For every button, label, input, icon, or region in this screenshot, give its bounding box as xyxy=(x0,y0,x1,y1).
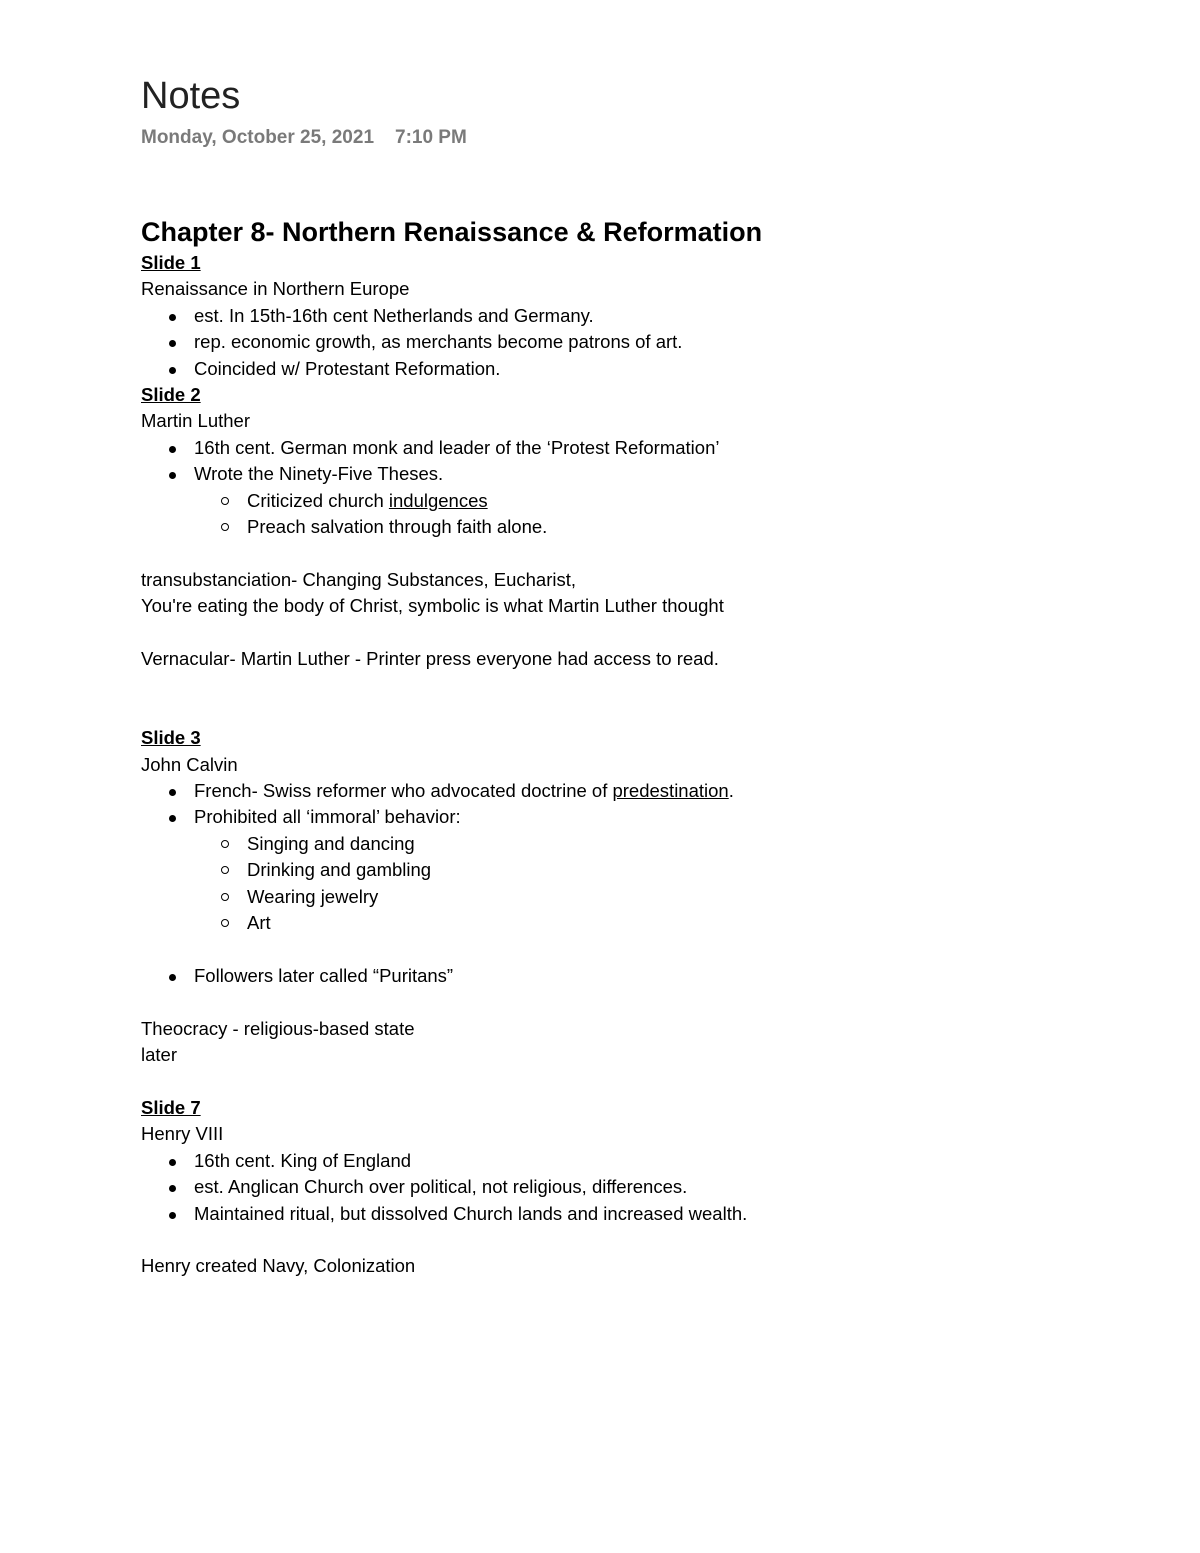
list-item-text: Criticized church xyxy=(247,489,389,511)
sub-list-item xyxy=(141,488,1141,514)
underlined-term: indulgences xyxy=(388,489,488,511)
sub-list-item xyxy=(141,514,1141,540)
list-item-text: Followers later called “Puritans” xyxy=(194,964,454,986)
list-item-text: 16th cent. King of England xyxy=(194,1149,412,1171)
sub-list-item xyxy=(141,831,1141,857)
slide-7-bullets xyxy=(141,1148,1141,1227)
bullet-icon xyxy=(169,446,176,453)
list-item-text: French- Swiss reformer who advocated doctrine of xyxy=(194,780,613,802)
slide-2-heading: Slide 2 xyxy=(141,384,201,406)
underlined-term: predestination xyxy=(612,780,729,802)
slide-1-heading: Slide 1 xyxy=(141,252,201,273)
list-item xyxy=(141,1148,1141,1174)
slide-2-sub-bullets xyxy=(141,488,1141,541)
slide-2-bullets xyxy=(141,435,1141,488)
slide-3-heading: Slide 3 xyxy=(141,727,201,749)
note-body[interactable] xyxy=(141,214,1141,1280)
list-item xyxy=(141,1174,1141,1200)
slide-1-bullets xyxy=(141,303,1141,382)
slide-3-bullets-continued xyxy=(141,963,1141,989)
page-title[interactable]: Notes xyxy=(141,75,241,117)
list-item-text: est. In 15th-16th cent Netherlands and Germany. xyxy=(194,304,594,326)
list-item-text: Art xyxy=(247,912,271,934)
hollow-bullet-icon xyxy=(221,497,229,505)
slide-3-sub-bullets xyxy=(141,831,1141,937)
bullet-icon xyxy=(169,340,176,347)
note-line: Theocracy - religious-based state xyxy=(141,1017,415,1039)
list-item-text: Singing and dancing xyxy=(247,832,415,854)
hollow-bullet-icon xyxy=(221,840,229,848)
sub-list-item xyxy=(141,857,1141,883)
hollow-bullet-icon xyxy=(221,866,229,874)
note-date: Monday, October 25, 2021 xyxy=(141,127,375,148)
bullet-icon xyxy=(169,789,176,796)
list-item-text: . xyxy=(728,780,734,802)
list-item xyxy=(141,356,1141,382)
slide-7-heading: Slide 7 xyxy=(141,1096,201,1118)
note-time: 7:10 PM xyxy=(395,127,467,148)
list-item-text: Coincided w/ Protestant Reformation. xyxy=(194,357,501,379)
list-item-text: Maintained ritual, but dissolved Church lands and increased wealth. xyxy=(194,1202,748,1224)
hollow-bullet-icon xyxy=(221,523,229,531)
list-item-text: rep. economic growth, as merchants become patrons of art. xyxy=(194,331,683,353)
note-line: later xyxy=(141,1044,177,1066)
bullet-icon xyxy=(169,815,176,822)
sub-list-item xyxy=(141,910,1141,936)
note-line: Vernacular- Martin Luther - Printer press everyone had access to read. xyxy=(141,648,719,670)
spacer xyxy=(141,1069,1141,1095)
spacer xyxy=(141,937,1141,963)
slide-3-topic: John Calvin xyxy=(141,753,238,775)
slide-1-topic: Renaissance in Northern Europe xyxy=(141,278,410,300)
spacer xyxy=(141,699,1141,725)
spacer xyxy=(141,672,1141,698)
hollow-bullet-icon xyxy=(221,893,229,901)
list-item-text: Wrote the Ninety-Five Theses. xyxy=(194,463,444,485)
list-item-text: 16th cent. German monk and leader of the ‘Protest Reformation’ xyxy=(194,436,720,458)
list-item xyxy=(141,963,1141,989)
note-line: transubstanciation- Changing Substances, Eucharist, xyxy=(141,568,577,590)
slide-3-bullets xyxy=(141,778,1141,831)
timestamp-row xyxy=(141,124,467,152)
list-item-text: Preach salvation through faith alone. xyxy=(247,516,548,538)
sub-list-item xyxy=(141,884,1141,910)
bullet-icon xyxy=(169,367,176,374)
bullet-icon xyxy=(169,1212,176,1219)
list-item xyxy=(141,461,1141,487)
list-item xyxy=(141,329,1141,355)
list-item xyxy=(141,778,1141,804)
list-item xyxy=(141,303,1141,329)
list-item-text: est. Anglican Church over political, not religious, differences. xyxy=(194,1176,688,1198)
list-item-text: Drinking and gambling xyxy=(247,859,432,881)
list-item xyxy=(141,435,1141,461)
note-line: Henry created Navy, Colonization xyxy=(141,1255,416,1277)
spacer xyxy=(141,1227,1141,1253)
spacer xyxy=(141,620,1141,646)
hollow-bullet-icon xyxy=(221,919,229,927)
spacer xyxy=(141,989,1141,1015)
chapter-heading: Chapter 8- Northern Renaissance & Reformation xyxy=(141,217,763,247)
slide-2-topic: Martin Luther xyxy=(141,410,250,432)
list-item xyxy=(141,1201,1141,1227)
spacer xyxy=(141,540,1141,566)
bullet-icon xyxy=(169,1185,176,1192)
bullet-icon xyxy=(169,974,176,981)
bullet-icon xyxy=(169,1159,176,1166)
note-line: You're eating the body of Christ, symbolic is what Martin Luther thought xyxy=(141,595,724,617)
bullet-icon xyxy=(169,314,176,321)
list-item-text: Prohibited all ‘immoral’ behavior: xyxy=(194,806,461,828)
slide-7-topic: Henry VIII xyxy=(141,1123,224,1145)
bullet-icon xyxy=(169,472,176,479)
list-item xyxy=(141,804,1141,830)
list-item-text: Wearing jewelry xyxy=(247,885,379,907)
